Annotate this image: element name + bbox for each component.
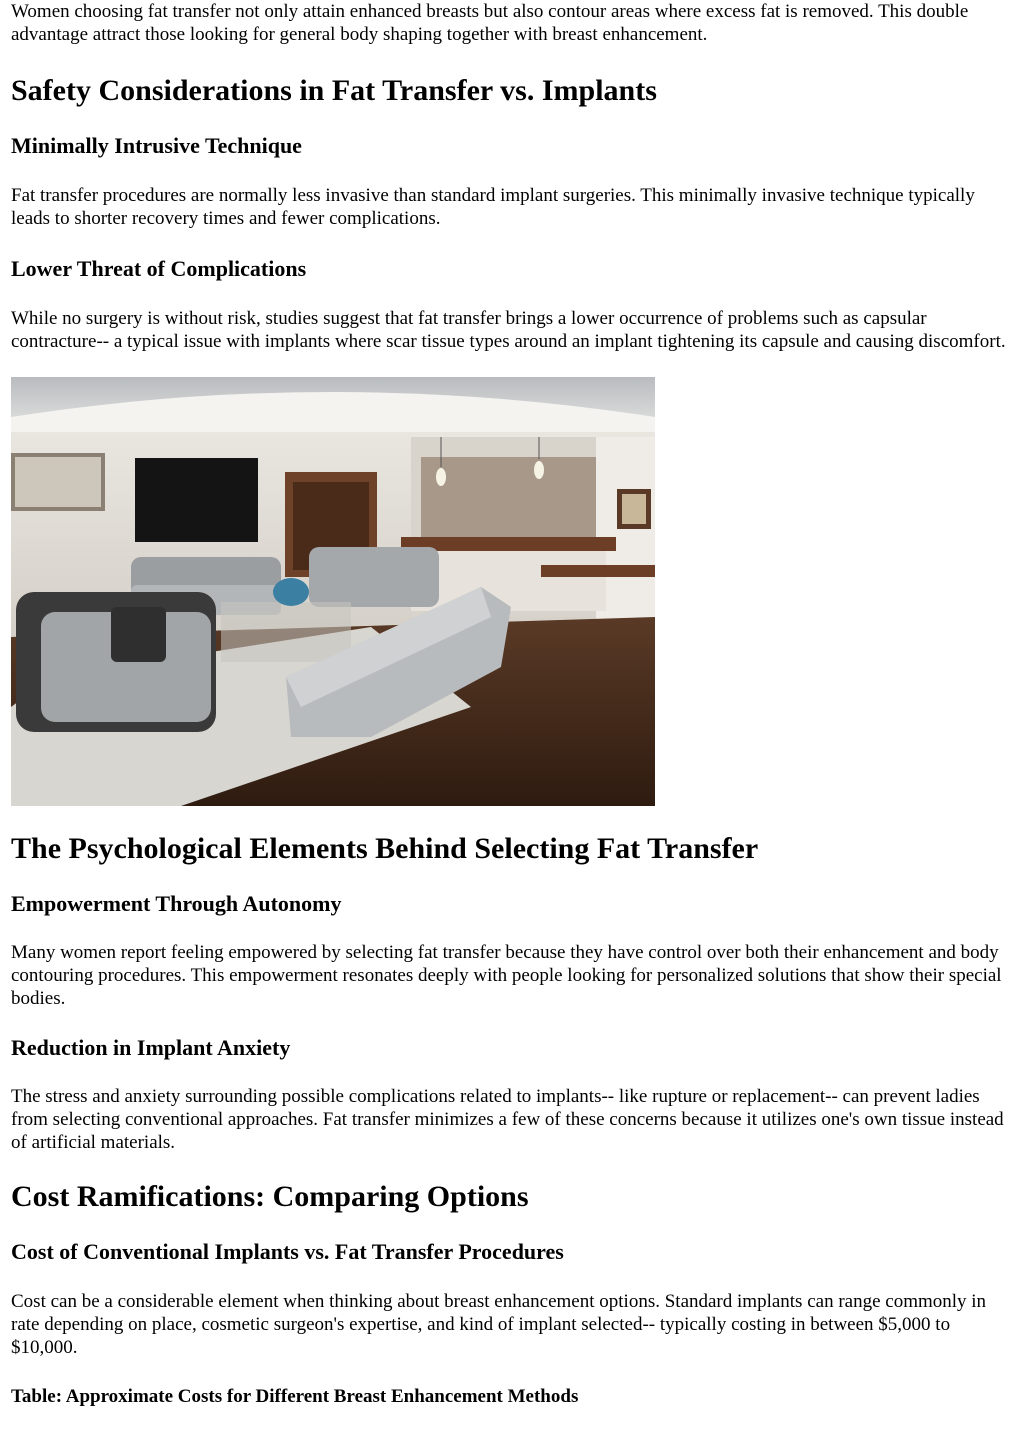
waiting-room-photo xyxy=(11,377,655,806)
paragraph-implant-anxiety: The stress and anxiety surrounding possible complications related to implants-- like rupture or replacement-- can prevent ladies from selecting conventional approaches. Fat transfer minimizes a few of these concerns because it utilizes one's own tissue instead of artificial materials. xyxy=(11,1086,1004,1153)
subheading-lower-threat: Lower Threat of Complications xyxy=(11,256,307,281)
section-heading-safety: Safety Considerations in Fat Transfer vs. Implants xyxy=(11,74,657,107)
subheading-empowerment: Empowerment Through Autonomy xyxy=(11,891,342,916)
intro-paragraph: Women choosing fat transfer not only attain enhanced breasts but also contour areas where excess fat is removed. This double advantage attract those looking for general body shaping together with breast enhancement. xyxy=(11,1,969,45)
subheading-implant-anxiety: Reduction in Implant Anxiety xyxy=(11,1035,291,1060)
subheading-minimally-intrusive: Minimally Intrusive Technique xyxy=(11,133,302,158)
paragraph-lower-threat: While no surgery is without risk, studies suggest that fat transfer brings a lower occurrence of problems such as capsular contracture-- a typical issue with implants where scar tissue types around an implant tightening its capsule and causing discomfort. xyxy=(11,308,1006,352)
paragraph-cost-comparison: Cost can be a considerable element when thinking about breast enhancement options. Standard implants can range commonly in rate depending on place, cosmetic surgeon's expertise, and kind of implant selected-- typically costing in between $5,000 to $10,000. xyxy=(11,1291,987,1358)
section-heading-cost: Cost Ramifications: Comparing Options xyxy=(11,1180,529,1213)
paragraph-minimally-intrusive: Fat transfer procedures are normally less invasive than standard implant surgeries. This minimally invasive technique typically leads to shorter recovery times and fewer complications. xyxy=(11,185,975,229)
subheading-cost-comparison: Cost of Conventional Implants vs. Fat Transfer Procedures xyxy=(11,1239,564,1264)
paragraph-empowerment: Many women report feeling empowered by selecting fat transfer because they have control over both their enhancement and body contouring procedures. This empowerment resonates deeply with people looking for personalized solutions that show their special bodies. xyxy=(11,942,1002,1009)
table-caption: Table: Approximate Costs for Different Breast Enhancement Methods xyxy=(11,1386,579,1407)
section-heading-psychological: The Psychological Elements Behind Selecting Fat Transfer xyxy=(11,832,759,865)
